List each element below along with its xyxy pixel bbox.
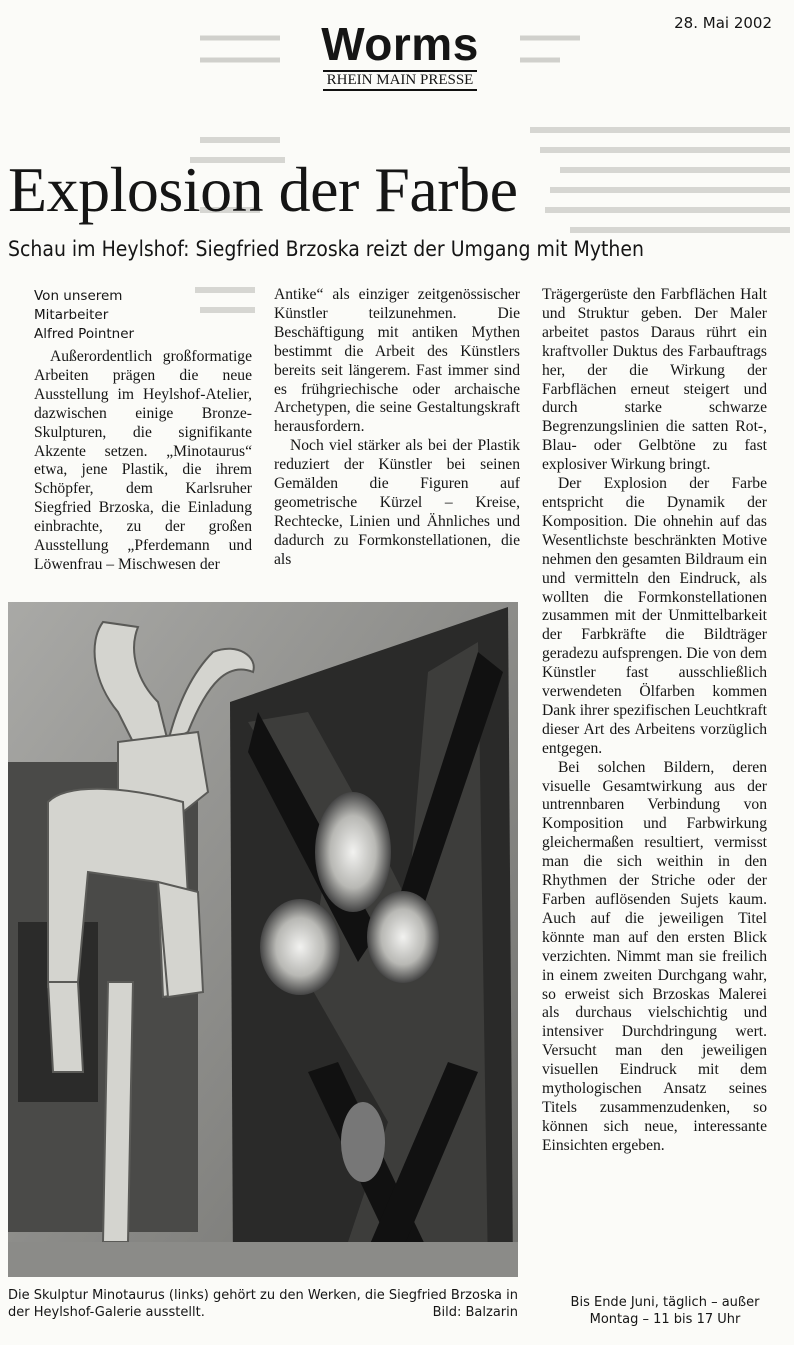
byline-author: Alfred Pointner xyxy=(34,326,135,342)
paper-name: Worms xyxy=(321,18,479,70)
photo-sculpture-and-painting xyxy=(8,602,518,1277)
article-photo xyxy=(8,602,518,1277)
photo-credit: Bild: Balzarin xyxy=(432,1305,518,1320)
byline xyxy=(34,287,134,344)
headline: Explosion der Farbe xyxy=(8,154,518,225)
byline-line: Mitarbeiter xyxy=(34,307,109,323)
caption-text: Die Skulptur Minotaurus (links) gehört zu den Werken, die Siegfried Brzoska in der Heylshof-Galerie ausstellt. xyxy=(8,1288,518,1320)
masthead xyxy=(292,20,508,91)
paragraph: Noch viel stärker als bei der Plastik reduziert der Künstler bei seinen Gemälden die Figuren auf geometrische Kürzel – Kreise, Rechtecke, Linien und Ähnliches und dadurch zu Formkonstellationen, die als xyxy=(274,437,520,568)
paragraph: Außerordentlich großformatige Arbeiten prägen die neue Ausstellung im Heylshof-Atelier, dazwischen einige Bronze-Skulpturen, die signifikante Akzente setzen. „Minotaurus“ etwa, jene Plastik, die ihrem Schöpfer, dem Karlsruher Siegfried Brzoska, die Einladung einbrachte, zu der großen Ausstellung „Pferdemann und Löwenfrau – Mischwesen der xyxy=(34,348,252,573)
paragraph: Der Explosion der Farbe entspricht die Dynamik der Komposition. Die ohnehin auf das Wesentlichste beschränkten Motive nehmen den gesamten Bildraum ein und vermitteln den Eindruck, als wollten die Formkonstellationen zusammen mit der Unmittelbarkeit der Farbkräfte die Bildträger geradezu aufsprengen. Die von dem Künstler fast ausschließlich verwendeten Ölfarben kommen Dank ihrer spezifischen Leuchtkraft dieser Art des Arbeitens vorzüglich entgegen. xyxy=(542,475,767,757)
article-date: 28. Mai 2002 xyxy=(674,14,772,32)
exhibition-info xyxy=(550,1294,780,1328)
paragraph: Antike“ als einziger zeitgenössischer Künstler teilzunehmen. Die Beschäftigung mit antiken Mythen bestimmt die Arbeit des Künstlers bereits seit längerem. Fast immer sind es frühgriechische oder archaische Archetypen, die seine Gestaltungskraft herausfordern. xyxy=(274,286,520,436)
subheadline: Schau im Heylshof: Siegfried Brzoska reizt der Umgang mit Mythen xyxy=(8,237,644,261)
article-column-3 xyxy=(542,286,767,1156)
paragraph: Trägergerüste den Farbflächen Halt und Struktur geben. Der Maler arbeitet pastos Daraus rührt ein kraftvoller Duktus des Farbauftrags her, der die Wirkung der Farbflächen erneut steigert und durch starke schwarze Begrenzungslinien die satten Rot-, Blau- oder Gelbtöne zu fast explosiver Wirkung bringt. xyxy=(542,286,767,474)
photo-caption xyxy=(8,1287,518,1321)
info-line: Montag – 11 bis 17 Uhr xyxy=(589,1312,741,1327)
byline-line: Von unserem xyxy=(34,288,123,304)
info-line: Bis Ende Juni, täglich – außer xyxy=(570,1295,760,1310)
article-column-2 xyxy=(274,286,520,570)
article-column-1 xyxy=(34,348,252,575)
paper-publisher: RHEIN MAIN PRESSE xyxy=(323,70,478,91)
paragraph: Bei solchen Bildern, deren visuelle Gesamtwirkung aus der untrennbaren Verbindung von Komposition und Farbwirkung gleichermaßen resultiert, vermisst man die sich weithin in den Rhythmen der Striche oder der Farben auflösenden Sujets kaum. Auch auf die jeweiligen Titel könnte man auf den ersten Blick verzichten. Nimmt man sie freilich in einem zweiten Durchgang wahr, so erweist sich Brzoskas Malerei als durchaus vielschichtig und intensiver Durchdringung wert. Versucht man den jeweiligen visuellen Eindruck mit dem mythologischen Ansatz seines Titels zusammenzudenken, so können sich neue, interessante Einsichten ergeben. xyxy=(542,758,767,1154)
